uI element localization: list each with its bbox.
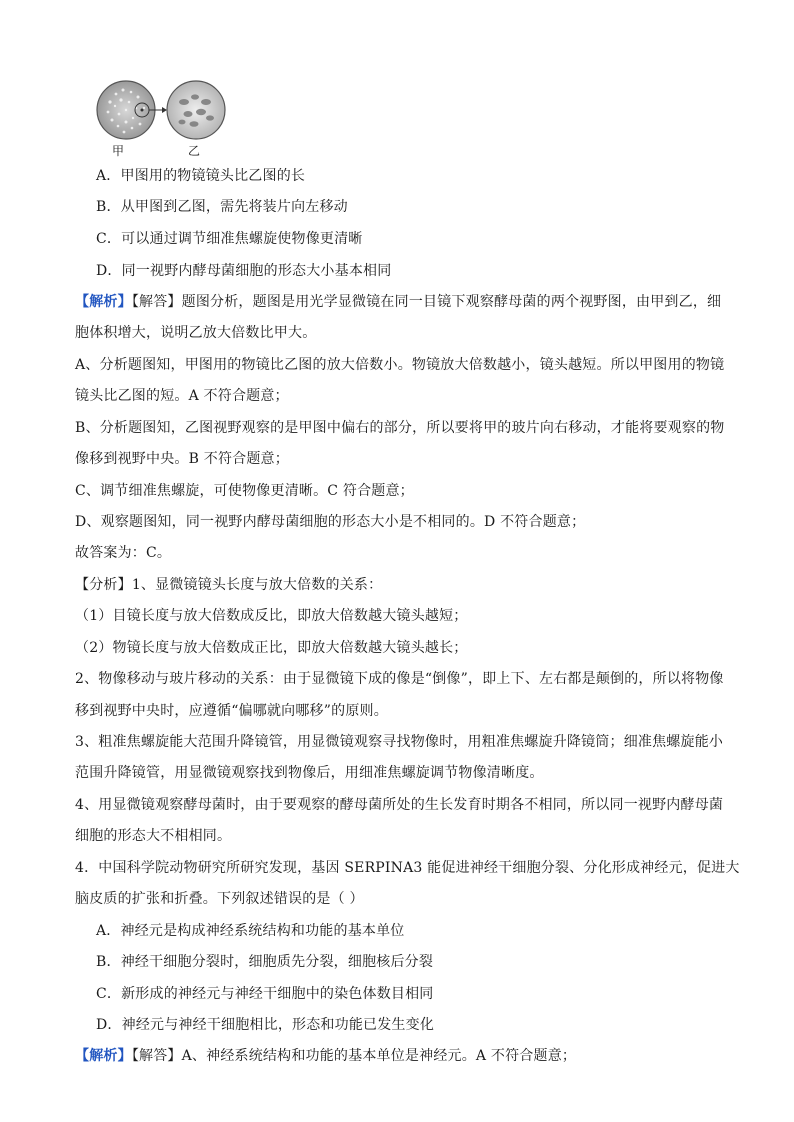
q4-stem-line-2: 脑皮质的扩张和折叠。下列叙述错误的是（ ） bbox=[75, 891, 364, 907]
q3-fenxi-text: 1、显微镜镜头长度与放大倍数的关系： bbox=[131, 577, 383, 593]
q3-option-b: B．从甲图到乙图，需先将装片向左移动 bbox=[96, 199, 348, 215]
jieda-tag: 【解答】 bbox=[131, 294, 182, 310]
q3-option-c: C．可以通过调节细准焦螺旋使物像更清晰 bbox=[96, 231, 363, 247]
figure-label-yi: 乙 bbox=[188, 144, 201, 158]
q3-fenxi-2-line-2: 移到视野中央时，应遵循“偏哪就向哪移”的原则。 bbox=[75, 703, 388, 719]
q3-b-line-1: B、分析题图知，乙图视野观察的是甲图中偏右的部分，所以要将甲的玻片向右移动，才能将要观察的物 bbox=[75, 420, 725, 436]
q3-fenxi-4-line-2: 细胞的形态大不相相同。 bbox=[75, 828, 232, 844]
q3-d-line: D、观察题图知，同一视野内酵母菌细胞的形态大小是不相同的。D 不符合题意； bbox=[75, 514, 586, 530]
fenxi-tag: 【分析】 bbox=[75, 577, 132, 593]
q4-option-d: D．神经元与神经干细胞相比，形态和功能已发生变化 bbox=[96, 1017, 435, 1033]
q4-option-b: B．神经干细胞分裂时，细胞质先分裂，细胞核后分裂 bbox=[96, 954, 434, 970]
q4-jieda-line-1 bbox=[75, 1046, 755, 1066]
figure-label-jia: 甲 bbox=[112, 144, 125, 158]
microscope-views-image bbox=[96, 80, 246, 142]
q4-jiexi-tag: 【解析】 bbox=[75, 1048, 132, 1064]
jiexi-tag: 【解析】 bbox=[75, 294, 132, 310]
q3-fenxi-3-line-2: 范围升降镜管，用显微镜观察找到物像后，用细准焦螺旋调节物像清晰度。 bbox=[75, 765, 544, 781]
q4-option-a: A．神经元是构成神经系统结构和功能的基本单位 bbox=[96, 923, 405, 939]
q3-a-line-1: A、分析题图知，甲图用的物镜比乙图的放大倍数小。物镜放大倍数越小，镜头越短。所以甲图用的物镜 bbox=[75, 357, 725, 373]
q3-option-a: A．甲图用的物镜镜头比乙图的长 bbox=[96, 168, 306, 184]
q4-stem-line-1: 4．中国科学院动物研究所研究发现，基因 SERPINA3 能促进神经干细胞分裂、分化形成神经元，促进大 bbox=[75, 860, 740, 876]
q3-fenxi-1-1: （1）目镜长度与放大倍数成反比，即放大倍数越大镜头越短； bbox=[75, 608, 468, 624]
q3-jieda-text: 题图分析，题图是用光学显微镜在同一目镜下观察酵母菌的两个视野图，由甲到乙，细 bbox=[181, 294, 722, 310]
q3-option-d: D．同一视野内酵母菌细胞的形态大小基本相同 bbox=[96, 263, 392, 279]
q3-a-line-2: 镜头比乙图的短。A 不符合题意； bbox=[75, 388, 289, 404]
q3-fenxi-1-2: （2）物镜长度与放大倍数成正比，即放大倍数越大镜头越长； bbox=[75, 640, 468, 656]
q4-jieda-tag: 【解答】 bbox=[131, 1048, 182, 1064]
q4-option-c: C．新形成的神经元与神经干细胞中的染色体数目相同 bbox=[96, 986, 434, 1002]
q3-answer: 故答案为：C。 bbox=[75, 545, 172, 561]
q3-c-line: C、调节细准焦螺旋，可使物像更清晰。C 符合题意； bbox=[75, 483, 414, 499]
q3-fenxi-line-1 bbox=[75, 575, 755, 595]
q4-jieda-text: A、神经系统结构和功能的基本单位是神经元。A 不符合题意； bbox=[181, 1048, 577, 1064]
q3-jieda-line-2: 胞体积增大，说明乙放大倍数比甲大。 bbox=[75, 325, 317, 341]
q3-fenxi-4-line-1: 4、用显微镜观察酵母菌时，由于要观察的酵母菌所处的生长发育时期各不相同，所以同一视野内酵母菌 bbox=[75, 797, 724, 813]
q3-jieda-line-1 bbox=[75, 292, 755, 312]
q3-b-line-2: 像移到视野中央。B 不符合题意； bbox=[75, 451, 289, 467]
q3-fenxi-2-line-1: 2、物像移动与玻片移动的关系：由于显微镜下成的像是“倒像”，即上下、左右都是颠倒的，所以将物像 bbox=[75, 671, 724, 687]
q3-fenxi-3-line-1: 3、粗准焦螺旋能大范围升降镜管，用显微镜观察寻找物像时，用粗准焦螺旋升降镜筒；细准焦螺旋能小 bbox=[75, 734, 724, 750]
